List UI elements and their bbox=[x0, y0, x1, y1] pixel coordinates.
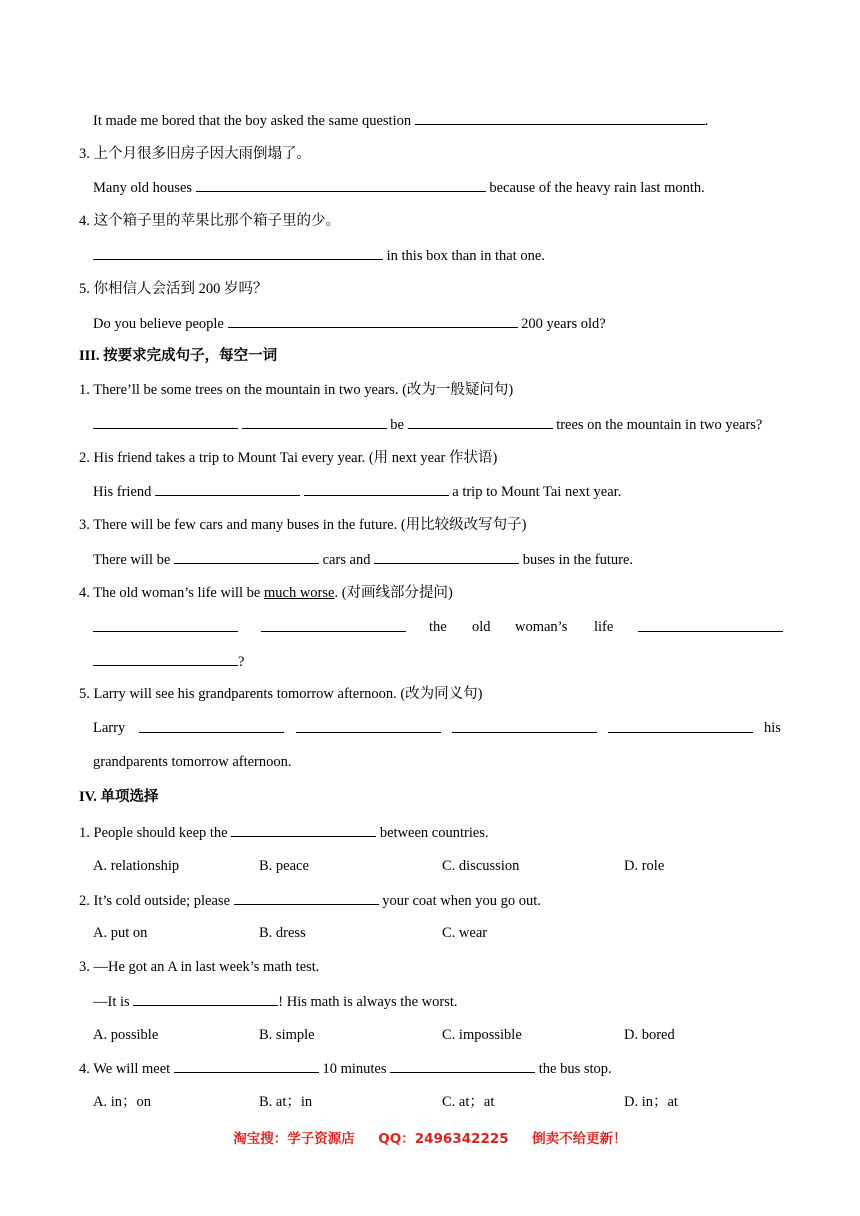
option-b[interactable]: B. dress bbox=[259, 925, 306, 941]
option-b[interactable]: B. at；in bbox=[259, 1094, 313, 1110]
s4-question-3-reply: —It is ! His math is always the worst. bbox=[93, 994, 458, 1010]
question-4-chinese: 4. 这个箱子里的苹果比那个箱子里的少。 bbox=[79, 213, 340, 229]
answer-blank[interactable] bbox=[234, 891, 379, 905]
question-3-english: Many old houses because of the heavy rain last month. bbox=[93, 180, 705, 196]
answer-blank[interactable] bbox=[231, 823, 376, 837]
footer-notice: 淘宝搜：学子资源店 QQ：2496342225 倒卖不给更新！ bbox=[233, 1131, 627, 1147]
s3-question-1-answer: be trees on the mountain in two years? bbox=[93, 415, 762, 434]
s3-question-4-answer-cont: ? bbox=[93, 652, 244, 671]
option-b[interactable]: B. simple bbox=[259, 1027, 315, 1043]
option-a[interactable]: A. possible bbox=[93, 1027, 159, 1043]
word-his: his bbox=[764, 720, 781, 736]
answer-blank[interactable] bbox=[408, 415, 553, 429]
option-a[interactable]: A. put on bbox=[93, 925, 148, 941]
answer-blank[interactable] bbox=[93, 618, 238, 632]
answer-blank[interactable] bbox=[374, 550, 519, 564]
option-d[interactable]: D. bored bbox=[624, 1027, 675, 1043]
s3-question-2-answer: His friend a trip to Mount Tai next year. bbox=[93, 484, 622, 500]
s4-question-1: 1. People should keep the between countries. bbox=[79, 825, 489, 841]
answer-blank[interactable] bbox=[196, 178, 486, 192]
s3-question-1: 1. There’ll be some trees on the mountain in two years. (改为一般疑问句) bbox=[79, 382, 514, 398]
answer-blank[interactable] bbox=[139, 719, 284, 733]
answer-blank[interactable] bbox=[415, 111, 705, 125]
underlined-phrase: much worse bbox=[263, 585, 335, 601]
word-larry: Larry bbox=[93, 720, 126, 736]
s3-question-2: 2. His friend takes a trip to Mount Tai every year. (用 next year 作状语) bbox=[79, 450, 498, 466]
answer-blank[interactable] bbox=[133, 992, 278, 1006]
answer-blank[interactable] bbox=[93, 415, 238, 429]
answer-blank[interactable] bbox=[296, 719, 441, 733]
word-life: life bbox=[594, 619, 614, 635]
s4-question-2: 2. It’s cold outside; please your coat when you go out. bbox=[79, 893, 541, 909]
option-a[interactable]: A. relationship bbox=[93, 858, 180, 874]
answer-blank[interactable] bbox=[93, 652, 238, 666]
option-d[interactable]: D. in；at bbox=[624, 1094, 678, 1110]
s3-question-5: 5. Larry will see his grandparents tomorrow afternoon. (改为同义句) bbox=[79, 686, 483, 702]
question-5-chinese: 5. 你相信人会活到 200 岁吗？ bbox=[79, 281, 268, 297]
option-c[interactable]: C. discussion bbox=[442, 858, 520, 874]
answer-blank[interactable] bbox=[155, 482, 300, 496]
s4-question-4: 4. We will meet 10 minutes the bus stop. bbox=[79, 1061, 612, 1077]
option-c[interactable]: C. at；at bbox=[442, 1094, 495, 1110]
answer-blank[interactable] bbox=[261, 618, 406, 632]
s3-question-5-cont: grandparents tomorrow afternoon. bbox=[93, 754, 292, 770]
answer-blank[interactable] bbox=[390, 1059, 535, 1073]
word-the: the bbox=[429, 619, 447, 635]
answer-blank[interactable] bbox=[452, 719, 597, 733]
s3-question-3-answer: There will be cars and buses in the future. bbox=[93, 552, 634, 568]
section-3-heading: III. 按要求完成句子，每空一词 bbox=[79, 348, 278, 364]
answer-blank[interactable] bbox=[93, 246, 383, 260]
question-5-english: Do you believe people 200 years old? bbox=[93, 316, 606, 332]
option-c[interactable]: C. impossible bbox=[442, 1027, 522, 1043]
answer-blank[interactable] bbox=[304, 482, 449, 496]
word-womans: woman’s bbox=[515, 619, 568, 635]
answer-blank[interactable] bbox=[174, 1059, 319, 1073]
answer-blank[interactable] bbox=[228, 314, 518, 328]
answer-blank[interactable] bbox=[608, 719, 753, 733]
option-d[interactable]: D. role bbox=[624, 858, 665, 874]
option-b[interactable]: B. peace bbox=[259, 858, 309, 874]
question-4-english: in this box than in that one. bbox=[93, 246, 545, 265]
question-2-continuation: It made me bored that the boy asked the same question . bbox=[93, 113, 709, 129]
answer-blank[interactable] bbox=[174, 550, 319, 564]
option-a[interactable]: A. in；on bbox=[93, 1094, 151, 1110]
question-3-chinese: 3. 上个月很多旧房子因大雨倒塌了。 bbox=[79, 146, 311, 162]
option-c[interactable]: C. wear bbox=[442, 925, 488, 941]
s3-question-4: 4. The old woman’s life will be much worse. (对画线部分提问) bbox=[79, 585, 453, 601]
answer-blank[interactable] bbox=[242, 415, 387, 429]
word-old: old bbox=[472, 619, 491, 635]
section-4-heading: IV. 单项选择 bbox=[79, 789, 159, 805]
s3-question-3: 3. There will be few cars and many buses in the future. (用比较级改写句子) bbox=[79, 517, 527, 533]
answer-blank[interactable] bbox=[638, 618, 783, 632]
s4-question-3: 3. —He got an A in last week’s math test. bbox=[79, 959, 320, 975]
